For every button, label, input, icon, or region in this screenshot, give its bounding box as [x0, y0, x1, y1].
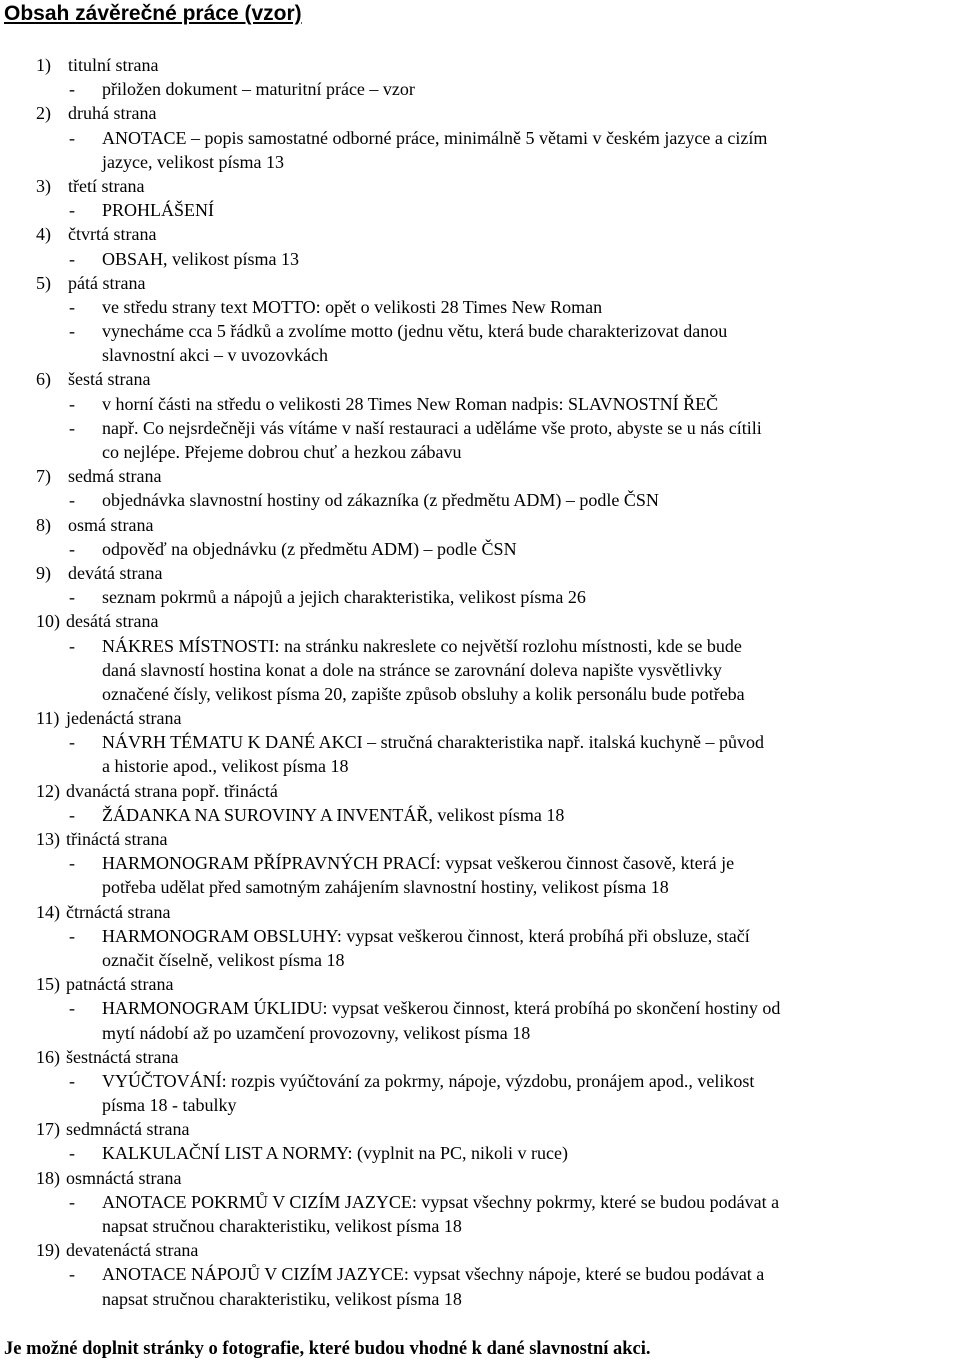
section-number: 17)	[36, 1119, 60, 1140]
bullet-text: v horní části na středu o velikosti 28 Times New Roman nadpis: SLAVNOSTNÍ ŘEČ	[102, 393, 719, 414]
bullet-text: ANOTACE POKRMŮ V CIZÍM JAZYCE: vypsat všechny pokrmy, které se budou podávat a	[102, 1191, 780, 1212]
bullet-item	[0, 1262, 960, 1286]
section-label: pátá strana	[68, 272, 146, 293]
section-heading	[0, 1117, 960, 1141]
bullet-continuation	[0, 343, 960, 367]
section-heading	[0, 609, 960, 633]
section-label: osmá strana	[68, 514, 154, 535]
bullet-text: HARMONOGRAM PŘÍPRAVNÝCH PRACÍ: vypsat veškerou činnost časově, která je	[102, 853, 735, 874]
section-heading	[0, 1045, 960, 1069]
bullet-text: označit číselně, velikost písma 18	[102, 949, 345, 970]
bullet-item	[0, 996, 960, 1020]
bullet-item	[0, 488, 960, 512]
bullet-dash: -	[69, 296, 75, 317]
bullet-item	[0, 392, 960, 416]
bullet-item	[0, 126, 960, 150]
bullet-dash: -	[69, 417, 75, 438]
bullet-dash: -	[69, 321, 75, 342]
section-heading	[0, 53, 960, 77]
bullet-text: OBSAH, velikost písma 13	[102, 248, 300, 269]
bullet-dash: -	[69, 587, 75, 608]
bullet-text: vynecháme cca 5 řádků a zvolíme motto (jednu větu, která bude charakterizovat danou	[102, 321, 728, 342]
section-number: 3)	[36, 175, 51, 196]
bullet-text: PROHLÁŠENÍ	[102, 200, 215, 221]
bullet-text: označené čísly, velikost písma 20, zapište způsob obsluhy a kolik personálu bude potřeba	[102, 683, 745, 704]
section-heading	[0, 174, 960, 198]
section-number: 13)	[36, 829, 60, 849]
bullet-text: napsat stručnou charakteristiku, velikost písma 18	[102, 1288, 462, 1309]
bullet-text: seznam pokrmů a nápojů a jejich charakteristika, velikost písma 26	[102, 587, 586, 608]
bullet-text: co nejlépe. Přejeme dobrou chuť a hezkou zábavu	[102, 442, 462, 462]
section-heading	[0, 900, 960, 924]
section-label: dvanáctá strana popř. třináctá	[66, 780, 278, 801]
bullet-text: NÁKRES MÍSTNOSTI: na stránku nakreslete co největší rozlohu místnosti, kde se bude	[102, 635, 742, 656]
bullet-text: přiložen dokument – maturitní práce – vzor	[102, 79, 415, 100]
bullet-item	[0, 585, 960, 609]
bullet-dash: -	[69, 1143, 75, 1164]
section-label: šestnáctá strana	[66, 1046, 179, 1067]
bullet-continuation	[0, 1287, 960, 1311]
bullet-dash: -	[69, 1191, 75, 1212]
section-label: sedmnáctá strana	[66, 1119, 190, 1140]
bullet-dash: -	[69, 393, 75, 414]
bullet-item	[0, 730, 960, 754]
section-heading	[0, 101, 960, 125]
bullet-dash: -	[69, 732, 75, 753]
bullet-continuation	[0, 754, 960, 778]
bullet-text: a historie apod., velikost písma 18	[102, 756, 349, 777]
section-heading	[0, 464, 960, 488]
bullet-dash: -	[69, 998, 75, 1019]
bullet-item	[0, 851, 960, 875]
bullet-dash: -	[69, 127, 75, 148]
section-heading	[0, 222, 960, 246]
bullet-text: ANOTACE NÁPOJŮ V CIZÍM JAZYCE: vypsat všechny nápoje, které se budou podávat a	[102, 1264, 765, 1285]
section-number: 18)	[36, 1167, 60, 1188]
section-label: druhá strana	[68, 103, 157, 124]
section-heading	[0, 1166, 960, 1190]
bullet-item	[0, 198, 960, 222]
bullet-continuation	[0, 875, 960, 899]
section-heading	[0, 1238, 960, 1262]
bullet-text: jazyce, velikost písma 13	[102, 151, 284, 172]
bullet-continuation	[0, 150, 960, 174]
bullet-text: VYÚČTOVÁNÍ: rozpis vyúčtování za pokrmy, nápoje, výzdobu, pronájem apod., velikost	[102, 1070, 755, 1091]
section-label: třetí strana	[68, 175, 145, 196]
section-label: devátá strana	[68, 562, 163, 583]
section-number: 16)	[36, 1046, 60, 1067]
bullet-dash: -	[69, 925, 75, 946]
bullet-continuation	[0, 440, 960, 464]
section-label: čtrnáctá strana	[66, 901, 171, 922]
bullet-continuation	[0, 1214, 960, 1238]
bullet-continuation	[0, 658, 960, 682]
bullet-text: slavnostní akci – v uvozovkách	[102, 345, 328, 366]
section-heading	[0, 972, 960, 996]
section-number: 12)	[36, 780, 60, 801]
section-label: čtvrtá strana	[68, 224, 157, 245]
section-heading	[0, 561, 960, 585]
section-label: patnáctá strana	[66, 974, 174, 995]
bullet-item	[0, 295, 960, 319]
bullet-item	[0, 1141, 960, 1165]
section-number: 6)	[36, 369, 51, 390]
bullet-dash: -	[69, 804, 75, 825]
section-number: 19)	[36, 1240, 60, 1261]
section-number: 14)	[36, 901, 60, 922]
bullet-item	[0, 77, 960, 101]
section-number: 9)	[36, 562, 51, 583]
section-number: 2)	[36, 103, 51, 124]
section-heading	[0, 779, 960, 803]
section-label: desátá strana	[66, 611, 159, 632]
bullet-continuation	[0, 1093, 960, 1117]
section-number: 7)	[36, 466, 51, 487]
bullet-dash: -	[69, 200, 75, 221]
contents-list	[0, 53, 960, 1311]
bullet-item	[0, 803, 960, 827]
section-number: 11)	[36, 708, 60, 729]
bullet-text: objednávka slavnostní hostiny od zákazníka (z předmětu ADM) – podle ČSN	[102, 490, 659, 511]
bullet-text: mytí nádobí až po uzamčení provozovny, velikost písma 18	[102, 1022, 531, 1043]
bullet-text: např. Co nejsrdečněji vás vítáme v naší restauraci a uděláme vše proto, abyste se u nás cítili	[102, 417, 762, 438]
section-number: 15)	[36, 974, 60, 995]
section-heading	[0, 706, 960, 730]
bullet-continuation	[0, 948, 960, 972]
bullet-text: HARMONOGRAM OBSLUHY: vypsat veškerou činnost, která probíhá při obsluze, stačí	[102, 925, 750, 946]
bullet-dash: -	[69, 635, 75, 656]
section-number: 8)	[36, 514, 51, 535]
bullet-item	[0, 924, 960, 948]
bullet-text: ANOTACE – popis samostatné odborné práce, minimálně 5 větami v českém jazyce a cizím	[102, 127, 768, 148]
section-number: 5)	[36, 272, 51, 293]
bullet-text: napsat stručnou charakteristiku, velikost písma 18	[102, 1216, 462, 1236]
bullet-dash: -	[69, 79, 75, 100]
section-label: osmnáctá strana	[66, 1167, 182, 1188]
page-title: Obsah závěrečné práce (vzor)	[4, 2, 302, 25]
bullet-text: ve středu strany text MOTTO: opět o velikosti 28 Times New Roman	[102, 296, 603, 317]
bullet-dash: -	[69, 853, 75, 874]
section-label: šestá strana	[68, 369, 151, 390]
footer-note: Je možné doplnit stránky o fotografie, které budou vhodné k dané slavnostní akci.	[4, 1339, 651, 1359]
bullet-text: odpověď na objednávku (z předmětu ADM) – podle ČSN	[102, 538, 517, 559]
section-heading	[0, 827, 960, 851]
bullet-dash: -	[69, 490, 75, 511]
bullet-continuation	[0, 682, 960, 706]
bullet-text: NÁVRH TÉMATU K DANÉ AKCI – stručná charakteristika např. italská kuchyně – původ	[102, 732, 765, 753]
bullet-text: ŽÁDANKA NA SUROVINY A INVENTÁŘ, velikost písma 18	[102, 804, 565, 825]
bullet-item	[0, 634, 960, 658]
bullet-text: daná slavností hostina konat a dole na stránce se zarovnání doleva napište vysvětlivky	[102, 659, 722, 680]
bullet-text: písma 18 - tabulky	[102, 1095, 237, 1116]
section-label: jedenáctá strana	[66, 708, 182, 729]
bullet-item	[0, 247, 960, 271]
bullet-text: HARMONOGRAM ÚKLIDU: vypsat veškerou činnost, která probíhá po skončení hostiny od	[102, 998, 781, 1019]
section-number: 4)	[36, 224, 51, 245]
bullet-item	[0, 1069, 960, 1093]
bullet-dash: -	[69, 538, 75, 559]
section-number: 10)	[36, 611, 60, 632]
bullet-dash: -	[69, 248, 75, 269]
bullet-dash: -	[69, 1070, 75, 1091]
bullet-item	[0, 537, 960, 561]
bullet-continuation	[0, 1021, 960, 1045]
bullet-item	[0, 416, 960, 440]
bullet-text: KALKULAČNÍ LIST A NORMY: (vyplnit na PC, nikoli v ruce)	[102, 1143, 568, 1164]
section-heading	[0, 367, 960, 391]
section-heading	[0, 513, 960, 537]
bullet-text: potřeba udělat před samotným zahájením slavnostní hostiny, velikost písma 18	[102, 877, 669, 898]
bullet-dash: -	[69, 1264, 75, 1285]
bullet-item	[0, 1190, 960, 1214]
section-label: devatenáctá strana	[66, 1240, 199, 1261]
bullet-item	[0, 319, 960, 343]
section-heading	[0, 271, 960, 295]
section-label: titulní strana	[68, 55, 159, 75]
section-number: 1)	[36, 55, 51, 75]
section-label: sedmá strana	[68, 466, 162, 487]
section-label: třináctá strana	[66, 829, 168, 849]
